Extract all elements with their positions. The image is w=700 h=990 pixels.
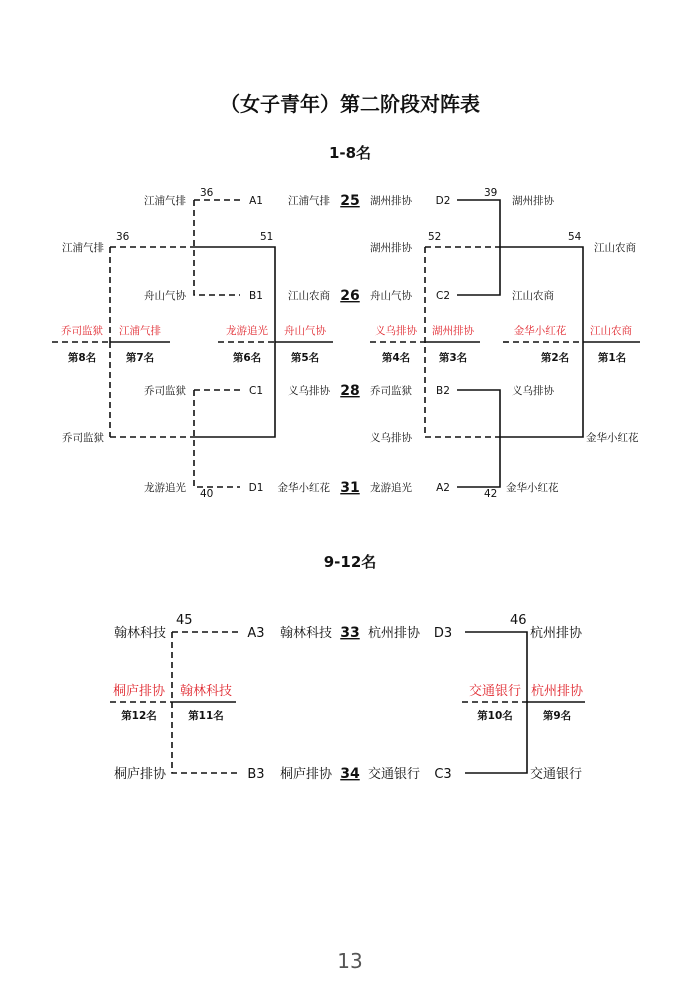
- team-label: 湖州排协: [512, 195, 554, 207]
- placement-team: 桐庐排协: [112, 684, 166, 699]
- rank-label: 第7名: [125, 352, 155, 364]
- team-label: 翰林科技: [279, 626, 332, 641]
- seed-label: C3: [434, 767, 452, 782]
- team-label: 金华小红花: [277, 482, 330, 494]
- rank-label: 第12名: [121, 710, 157, 722]
- team-label: 义乌排协: [288, 385, 330, 397]
- seed-label: B2: [436, 385, 450, 397]
- team-label: 交通银行: [368, 767, 421, 782]
- bracket-lines-9-12: [110, 632, 585, 773]
- game-number: 46: [510, 613, 527, 628]
- placement-team: 乔司监狱: [61, 325, 103, 337]
- match-number: 25: [340, 193, 360, 209]
- rank-label: 第6名: [232, 352, 262, 364]
- seed-label: A2: [436, 482, 450, 494]
- game-number: 36: [200, 187, 214, 199]
- team-label: 舟山气协: [144, 290, 186, 302]
- game-number: 36: [116, 231, 130, 243]
- team-label: 金华小红花: [586, 432, 639, 444]
- team-label: 江山农商: [288, 290, 330, 302]
- seed-label: A3: [247, 626, 265, 641]
- seed-label: B1: [249, 290, 263, 302]
- match-number: 28: [340, 383, 360, 399]
- team-label: 乔司监狱: [62, 432, 104, 444]
- rank-label: 第9名: [542, 710, 572, 722]
- placement-team: 金华小红花: [513, 325, 567, 337]
- team-label: 桐庐排协: [113, 767, 166, 782]
- team-label: 江浦气排: [288, 195, 330, 207]
- bracket-labels-9-12: [113, 613, 584, 782]
- rank-label: 第10名: [477, 710, 513, 722]
- section-heading-9-12: 9-12名: [323, 553, 377, 571]
- placement-team: 湖州排协: [432, 325, 474, 337]
- seed-label: D3: [433, 626, 453, 641]
- seed-label: D1: [248, 482, 264, 494]
- team-label: 龙游追光: [144, 482, 186, 494]
- team-label: 江山农商: [512, 290, 554, 302]
- game-number: 40: [200, 488, 214, 500]
- team-label: 湖州排协: [370, 242, 412, 254]
- page-title: （女子青年）第二阶段对阵表: [220, 92, 480, 116]
- match-number: 34: [340, 766, 360, 782]
- game-number: 42: [484, 488, 498, 500]
- bracket-lines-1-8: [52, 200, 640, 487]
- team-label: 义乌排协: [512, 385, 554, 397]
- team-label: 龙游追光: [370, 482, 412, 494]
- rank-label: 第8名: [67, 352, 97, 364]
- placement-team: 江浦气排: [119, 325, 161, 337]
- team-label: 湖州排协: [370, 195, 412, 207]
- seed-label: C1: [248, 385, 264, 397]
- match-number: 31: [340, 480, 360, 496]
- placement-team: 翰林科技: [179, 684, 233, 699]
- placement-team: 杭州排协: [530, 684, 584, 699]
- seed-label: B3: [247, 767, 265, 782]
- game-number: 54: [568, 231, 582, 243]
- seed-label: A1: [249, 195, 263, 207]
- team-label: 交通银行: [530, 767, 583, 782]
- team-label: 金华小红花: [506, 482, 559, 494]
- team-label: 义乌排协: [370, 432, 412, 444]
- placement-team: 江山农商: [590, 325, 632, 337]
- seed-label: C2: [435, 290, 451, 302]
- team-label: 杭州排协: [530, 626, 583, 641]
- game-number: 39: [484, 187, 498, 199]
- page-number: 13: [337, 949, 363, 973]
- team-label: 江浦气排: [62, 242, 104, 254]
- rank-label: 第5名: [290, 352, 320, 364]
- rank-label: 第2名: [540, 352, 570, 364]
- match-number: 26: [340, 288, 360, 304]
- team-label: 江浦气排: [144, 195, 186, 207]
- match-number: 33: [340, 625, 360, 641]
- rank-label: 第4名: [381, 352, 411, 364]
- placement-team: 义乌排协: [375, 325, 417, 337]
- team-label: 乔司监狱: [144, 385, 186, 397]
- game-number: 45: [176, 613, 193, 628]
- team-label: 桐庐排协: [279, 767, 332, 782]
- team-label: 乔司监狱: [370, 385, 412, 397]
- game-number: 52: [428, 231, 442, 243]
- placement-team: 龙游追光: [226, 325, 268, 337]
- rank-label: 第1名: [597, 352, 627, 364]
- bracket-labels-1-8: [61, 187, 639, 500]
- team-label: 杭州排协: [368, 626, 421, 641]
- seed-label: D2: [435, 195, 451, 207]
- team-label: 江山农商: [594, 242, 636, 254]
- rank-label: 第11名: [188, 710, 224, 722]
- team-label: 翰林科技: [113, 626, 166, 641]
- rank-label: 第3名: [438, 352, 468, 364]
- game-number: 51: [260, 231, 274, 243]
- team-label: 舟山气协: [370, 290, 412, 302]
- placement-team: 舟山气协: [284, 325, 326, 337]
- section-heading-1-8: 1-8名: [328, 144, 372, 162]
- placement-team: 交通银行: [468, 684, 522, 699]
